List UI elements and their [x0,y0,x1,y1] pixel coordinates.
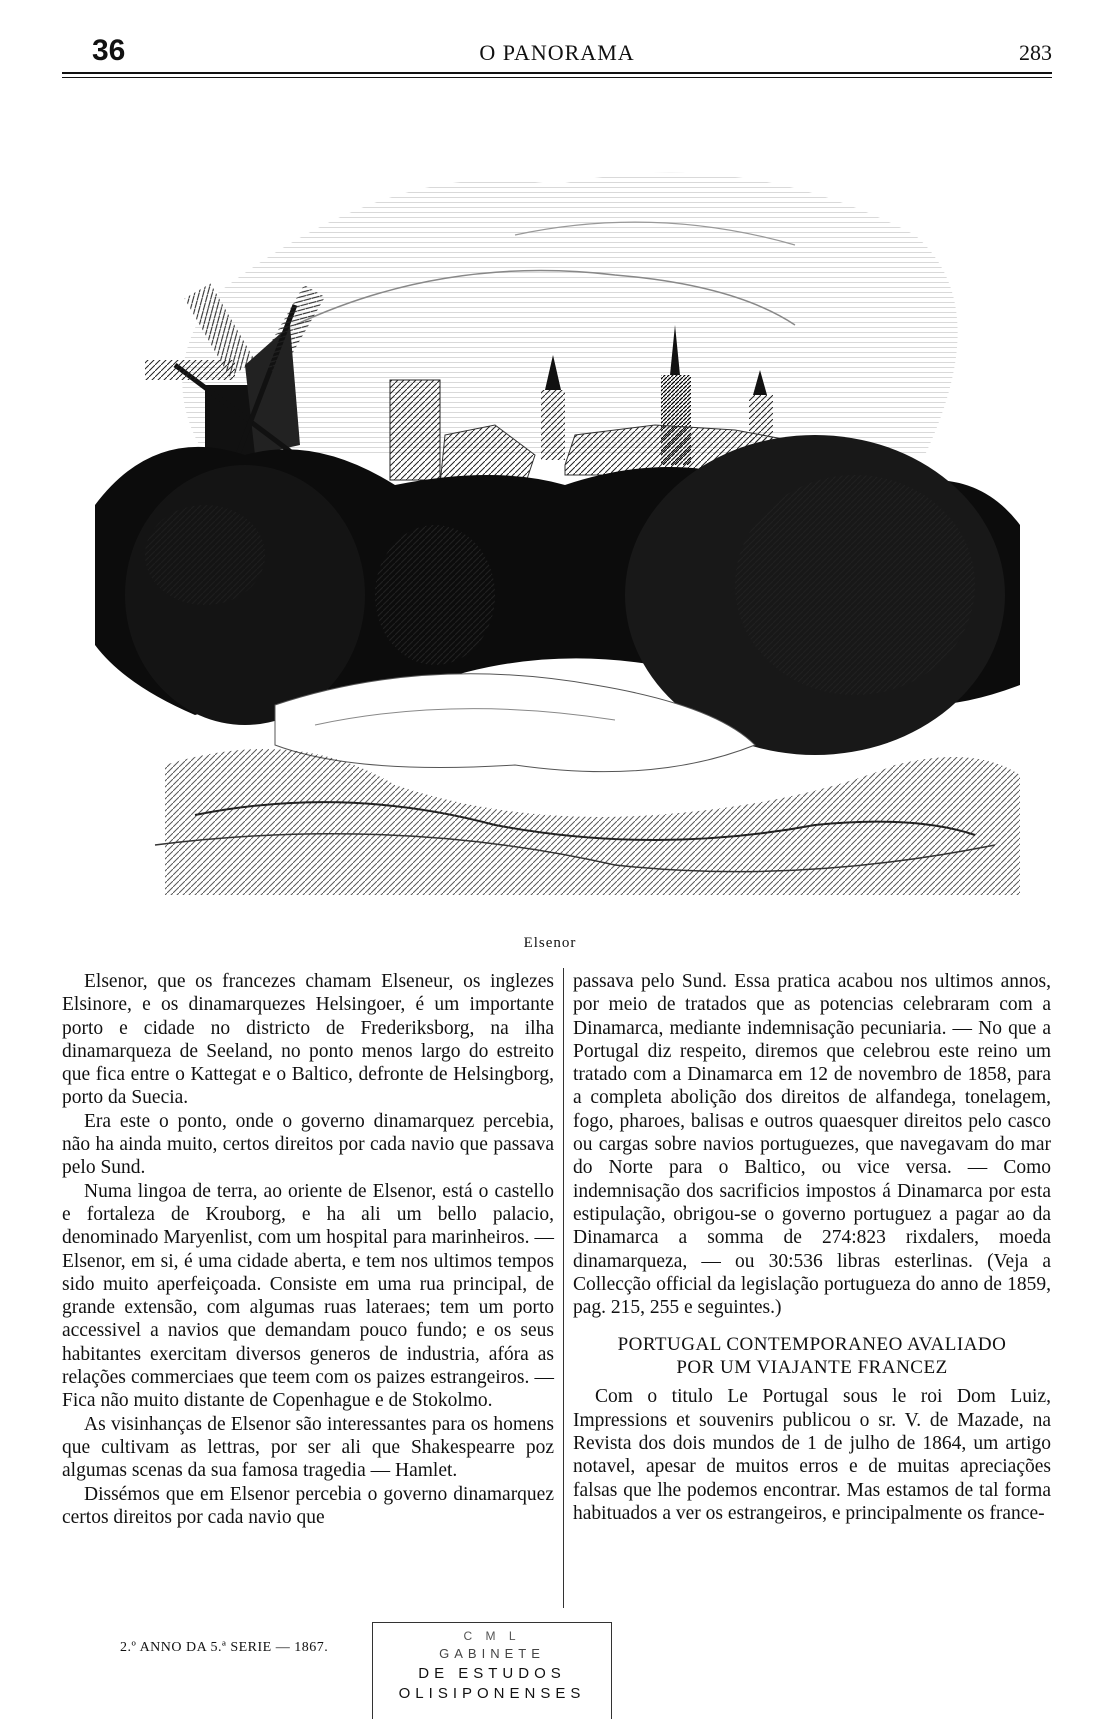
article-column-left [62,970,554,1529]
paragraph: Com o titulo Le Portugal sous le roi Dom Luiz, Impressions et souvenirs publicou o sr. V. de Mazade, na Revista dos dois mundos de 1 de julho de 1864, um artigo notavel, apesar de muitos erros e de muitas apreciações falsas que lhe podemos encontrar. Mas estamos de tal forma habituados a ver os estrangeiros, e principalmente os france- [573,1386,1051,1524]
column-divider [563,968,564,1608]
stamp-line2: GABINETE [439,1646,545,1661]
section-heading-line2: POR UM VIAJANTE FRANCEZ [676,1357,948,1379]
paragraph: Numa lingoa de terra, ao oriente de Elsenor, está o castello e fortaleza de Krouborg, e ha ali um bello palacio, denominado Maryenlist, com um hospital para marinheiros. — Elsenor, em si, é uma cidade aberta, e tem nos ultimos tempos sido muito aperfeiçoada. Consiste em uma rua principal, de grande extensão, com algumas ruas lateraes; tem um porto accessivel a navios que demandam pouco fundo; e os seus habitantes exercitam diversos generos de industria, afóra as relações commerciaes que teem com os paizes estrangeiros. — Fica não muito distante de Copenhague e de Stokolmo. [62,1180,554,1412]
header-rule-thin [62,77,1052,78]
figure-caption: Elsenor [523,935,577,951]
paragraph: Elsenor, que os francezes chamam Elseneur, os inglezes Elsinore, e os dinamarquezes Helsingoer, é um importante porto e cidade no districto de Frederiksborg, na ilha dinamarqueza de Seeland, no ponto menos largo do estreito que fica entre o Kattegat e o Baltico, defronte de Helsingborg, porto da Suecia. [62,971,554,1109]
page-header [62,30,1052,74]
paragraph: passava pelo Sund. Essa pratica acabou nos ultimos annos, por meio de tratados que as potencias celebraram com a Dinamarca, mediante indemnisação pecuniaria. — No que a Portugal diz respeito, diremos que celebrou este reino um tratado com a Dinamarca em 12 de novembro de 1858, para a completa abolição dos direitos de alfandega, tonelagem, fogo, pharoes, balisas e outros quaesquer direitos pelo casco ou cargas sobre navios portuguezes, que navegavam do mar do Norte para o Baltico, ou vice versa. — Como indemnisação dos sacrificios impostos á Dinamarca por esta estipulação, obrigou-se o governo portuguez a pagar ao da Dinamarca a somma de 274:823 rixdalers, moeda dinamarqueza, — ou 30:536 libras esterlinas. (Veja a Collecção official da legislação portugueza do anno de 1859, pag. 215, 255 e seguintes.) [573,971,1051,1319]
elsinore-engraving [95,125,1020,895]
article-column-right [573,970,1051,1525]
journal-title: O PANORAMA [479,40,635,65]
page-number-right: 283 [1019,40,1052,65]
paragraph: Dissémos que em Elsenor percebia o governo dinamarquez certos direitos por cada navio que [62,1483,554,1528]
stamp-line3: DE ESTUDOS [418,1665,566,1682]
paragraph: Era este o ponto, onde o governo dinamarquez percebia, não ha ainda muito, certos direitos por cada navio que passava pelo Sund. [62,1110,554,1179]
stamp-line1: C M L [463,1629,521,1643]
page-number-left: 36 [92,34,126,67]
stamp-line4: OLISIPONENSES [398,1685,586,1702]
series-note: 2.º ANNO DA 5.ª SERIE — 1867. [120,1640,329,1655]
paragraph: As visinhanças de Elsenor são interessantes para os homens que cultivam as lettras, por ser ali que Shakespearre poz algumas scenas da sua famosa tragedia — Hamlet. [62,1413,554,1482]
header-rule-thick [62,72,1052,74]
library-stamp [372,1622,612,1719]
section-heading [573,1333,1051,1379]
section-heading-line1: PORTUGAL CONTEMPORANEO AVALIADO [617,1334,1007,1356]
